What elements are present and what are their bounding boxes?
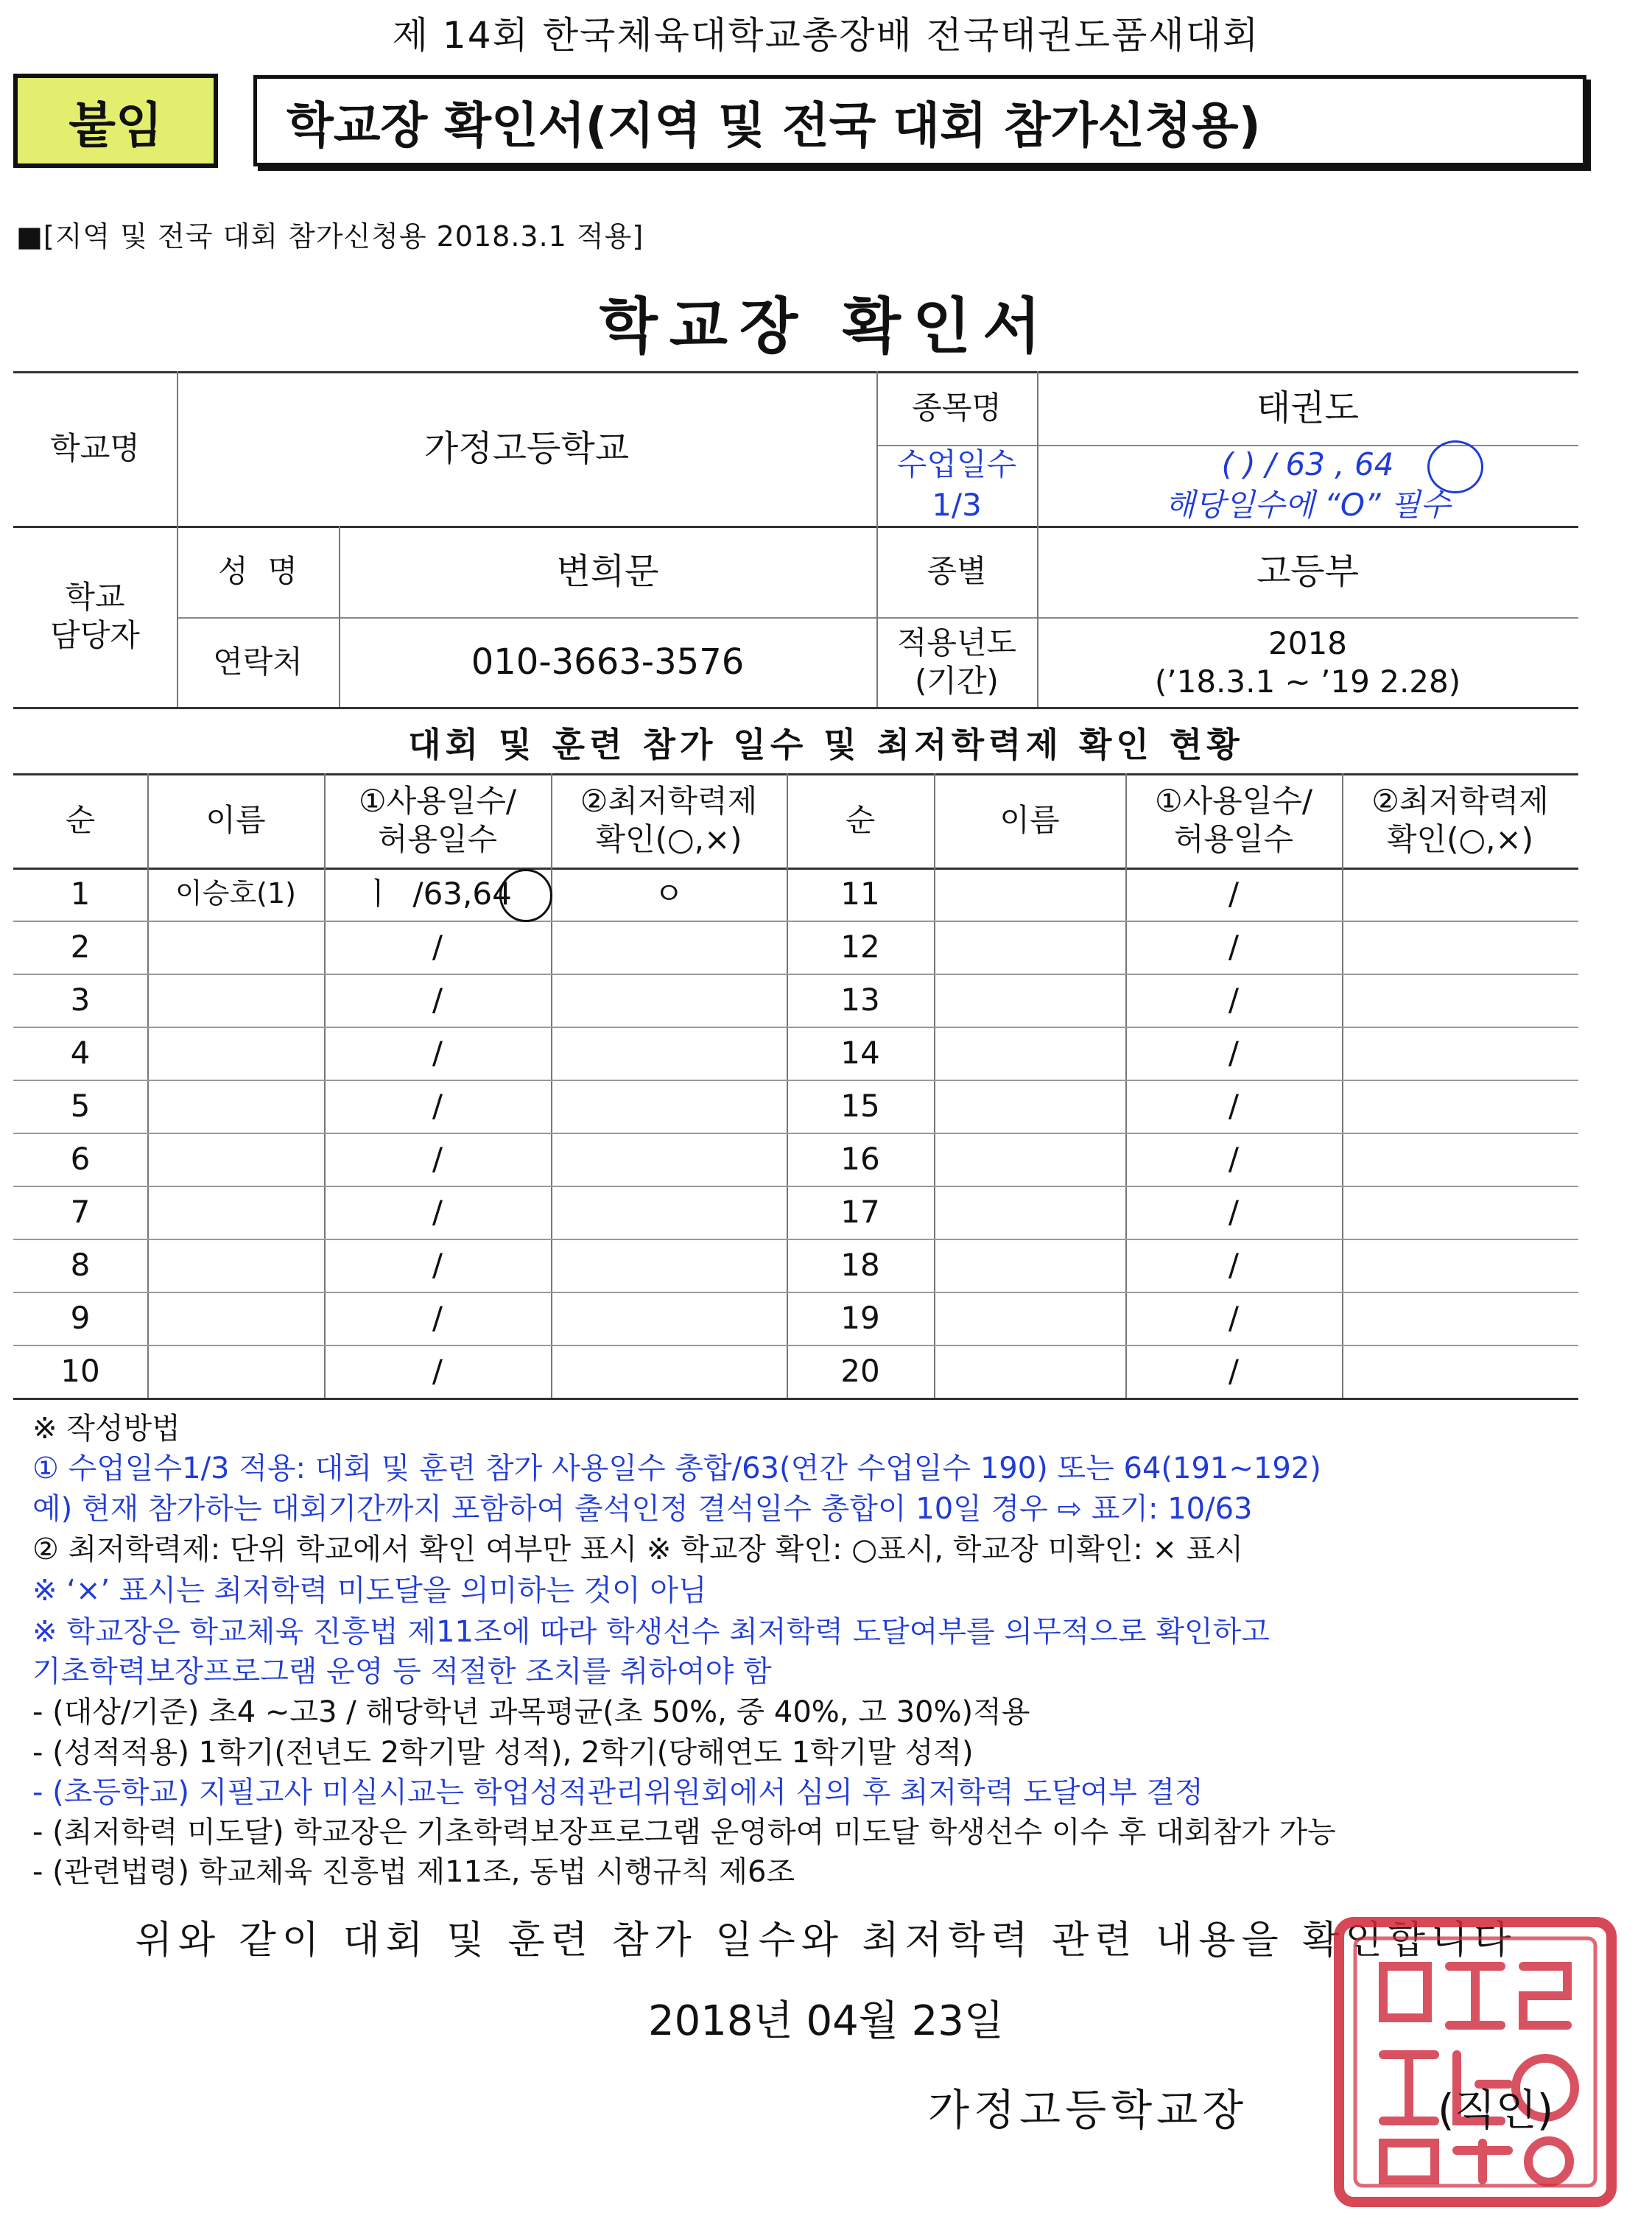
used-days: / xyxy=(432,1087,443,1124)
row-number: 4 xyxy=(70,1034,91,1071)
header-days: ①사용일수/ 허용일수 xyxy=(358,782,517,857)
used-days: / xyxy=(432,1193,443,1230)
instruction-line: - (최저학력 미도달) 학교장은 기초학력보장프로그램 운영하여 미도달 학생선수 이수 후 대회참가 가능 xyxy=(32,1815,1336,1849)
row-number: 16 xyxy=(840,1140,880,1177)
student-name xyxy=(934,1186,1125,1239)
document-heading: 학교장 확인서(지역 및 전국 대회 참가신청용) xyxy=(253,75,1586,166)
name-label: 성 명 xyxy=(218,552,298,589)
used-days: ㅣ /63,64 xyxy=(363,875,512,912)
student-name xyxy=(147,921,324,974)
student-name xyxy=(934,1345,1125,1398)
row-number: 3 xyxy=(70,981,91,1018)
row-number: 15 xyxy=(840,1087,880,1124)
used-days: / xyxy=(432,1299,443,1336)
class-days-label: 수업일수 xyxy=(896,446,1017,483)
class-days-fraction: 1/3 xyxy=(932,487,982,524)
header-check: ②최저학력제 확인(○,×) xyxy=(580,782,758,857)
contact-group-label: 학교 담당자 xyxy=(50,578,140,653)
student-name xyxy=(147,1292,324,1345)
used-days: / xyxy=(432,1140,443,1177)
student-name xyxy=(934,974,1125,1027)
event-value: 태권도 xyxy=(1256,387,1360,429)
name-value: 변희문 xyxy=(556,551,659,592)
student-name xyxy=(934,1239,1125,1292)
division-label: 종별 xyxy=(927,552,987,589)
school-name: 가정고등학교 xyxy=(423,428,630,469)
instruction-line: ※ ‘×’ 표시는 최저학력 미도달을 의미하는 것이 아님 xyxy=(32,1574,707,1608)
header-days-right: ①사용일수/ 허용일수 xyxy=(1154,782,1313,857)
row-number: 2 xyxy=(70,928,91,965)
instruction-line: 예) 현재 참가하는 대회기간까지 포함하여 출석인정 결석일수 총합이 10일 경우 ⇨ 표기: 10/63 xyxy=(32,1492,1253,1526)
official-seal-stamp xyxy=(1332,1915,1619,2209)
academic-check xyxy=(1342,921,1578,974)
academic-check xyxy=(1342,1292,1578,1345)
row-number: 11 xyxy=(840,875,880,912)
instruction-line: ※ 작성방법 xyxy=(32,1412,180,1446)
row-number: 12 xyxy=(840,928,880,965)
student-name xyxy=(147,1133,324,1186)
academic-check xyxy=(1342,1239,1578,1292)
academic-check xyxy=(1342,1133,1578,1186)
academic-check xyxy=(551,1186,787,1239)
selected-days-circle xyxy=(1427,440,1483,493)
division-value: 고등부 xyxy=(1256,551,1360,592)
used-days: / xyxy=(1228,1193,1240,1230)
instruction-line: - (초등학교) 지필고사 미실시교는 학업성적관리위원회에서 심의 후 최저학력 도달여부 결정 xyxy=(32,1776,1203,1809)
year-value: 2018 xyxy=(1268,625,1347,661)
student-name xyxy=(934,1027,1125,1080)
used-days: / xyxy=(432,981,443,1018)
academic-check xyxy=(551,1292,787,1345)
academic-check xyxy=(551,1027,787,1080)
academic-check xyxy=(1342,868,1578,921)
document-title: 학교장 확인서 xyxy=(599,292,1053,362)
instruction-line: 기초학력보장프로그램 운영 등 적절한 조치를 취하여야 함 xyxy=(32,1655,772,1689)
academic-check xyxy=(551,1345,787,1398)
student-name xyxy=(934,1292,1125,1345)
row-number: 1 xyxy=(70,875,91,912)
row-number: 19 xyxy=(840,1299,880,1336)
row-number: 17 xyxy=(840,1193,880,1230)
academic-check xyxy=(1342,1027,1578,1080)
used-days: / xyxy=(1228,1246,1240,1283)
academic-check xyxy=(1342,1186,1578,1239)
academic-check xyxy=(551,974,787,1027)
row-number: 5 xyxy=(70,1087,91,1124)
row-number: 18 xyxy=(840,1246,880,1283)
instruction-line: ① 수업일수1/3 적용: 대회 및 훈련 참가 사용일수 총합/63(연간 수업일수 190) 또는 64(191~192) xyxy=(32,1452,1321,1485)
header-name: 이름 xyxy=(205,801,266,838)
student-name xyxy=(147,1239,324,1292)
instruction-line: - (성적적용) 1학기(전년도 2학기말 성적), 2학기(당해연도 1학기말 성적) xyxy=(32,1736,974,1770)
used-days: / xyxy=(1228,928,1240,965)
academic-check xyxy=(551,1133,787,1186)
application-note: ■[지역 및 전국 대회 참가신청용 2018.3.1 적용] xyxy=(16,220,644,253)
issue-date: 2018년 04월 23일 xyxy=(648,1997,1004,2045)
used-days: / xyxy=(432,1352,443,1389)
row-number: 7 xyxy=(70,1193,91,1230)
student-name xyxy=(147,1186,324,1239)
principal-signature: 가정고등학교장 xyxy=(928,2085,1248,2135)
section-title: 대회 및 훈련 참가 일수 및 최저학력제 확인 현황 xyxy=(408,725,1244,764)
used-days: / xyxy=(1228,1352,1240,1389)
academic-check xyxy=(551,1080,787,1133)
header-no: 순 xyxy=(65,801,96,838)
seal-mark: (직인) xyxy=(1438,2085,1554,2135)
header-check-right: ②최저학력제 확인(○,×) xyxy=(1371,782,1549,857)
academic-check: ㅇ xyxy=(653,875,684,912)
academic-check xyxy=(1342,1345,1578,1398)
phone-value: 010-3663-3576 xyxy=(471,641,745,683)
used-days: / xyxy=(432,1246,443,1283)
instruction-line: - (대상/기준) 초4 ~고3 / 해당학년 과목평균(초 50%, 중 40%, 고 30%)적용 xyxy=(32,1695,1030,1729)
instruction-line: ※ 학교장은 학교체육 진흥법 제11조에 따라 학생선수 최저학력 도달여부를 의무적으로 확인하고 xyxy=(32,1615,1270,1649)
year-period: (’18.3.1 ~ ’19 2.28) xyxy=(1154,663,1461,700)
student-name xyxy=(934,1133,1125,1186)
selected-days-circle xyxy=(499,869,552,922)
divider xyxy=(13,707,1578,709)
used-days: / xyxy=(1228,1140,1240,1177)
row-number: 9 xyxy=(70,1299,91,1336)
student-name xyxy=(934,1080,1125,1133)
row-number: 10 xyxy=(60,1352,100,1389)
header-no-right: 순 xyxy=(845,801,876,838)
used-days: / xyxy=(432,1034,443,1071)
phone-label: 연락처 xyxy=(213,643,303,680)
academic-check xyxy=(551,1239,787,1292)
year-label: 적용년도 (기간) xyxy=(896,624,1017,699)
used-days: / xyxy=(1228,875,1240,912)
row-number: 20 xyxy=(840,1352,880,1389)
school-label: 학교명 xyxy=(50,429,140,466)
student-name: 이승호(1) xyxy=(175,877,296,910)
row-number: 14 xyxy=(840,1034,880,1071)
instruction-line: ② 최저학력제: 단위 학교에서 확인 여부만 표시 ※ 학교장 확인: ○표시, 학교장 미확인: × 표시 xyxy=(32,1533,1244,1566)
attachment-tag: 붙임 xyxy=(13,74,218,168)
used-days: / xyxy=(1228,981,1240,1018)
academic-check xyxy=(1342,974,1578,1027)
confirmation-statement: 위와 같이 대회 및 훈련 참가 일수와 최저학력 관련 내용을 확인합니다 xyxy=(135,1918,1517,1963)
academic-check xyxy=(1342,1080,1578,1133)
student-name xyxy=(934,921,1125,974)
contest-title: 제 14회 한국체육대학교총장배 전국태권도품새대회 xyxy=(392,14,1260,57)
class-days-value: ( ) / 63 , 64 xyxy=(1221,446,1394,483)
used-days: / xyxy=(432,928,443,965)
row-number: 6 xyxy=(70,1140,91,1177)
divider xyxy=(13,1398,1578,1400)
instruction-line: - (관련법령) 학교체육 진흥법 제11조, 동법 시행규칙 제6조 xyxy=(32,1855,795,1889)
header-name-right: 이름 xyxy=(999,801,1060,838)
used-days: / xyxy=(1228,1299,1240,1336)
student-name xyxy=(147,1027,324,1080)
student-name xyxy=(147,1080,324,1133)
used-days: / xyxy=(1228,1087,1240,1124)
student-name xyxy=(147,1345,324,1398)
event-label: 종목명 xyxy=(912,389,1002,426)
used-days: / xyxy=(1228,1034,1240,1071)
class-days-note: 해당일수에 “O” 필수 xyxy=(1164,487,1451,524)
student-name xyxy=(147,974,324,1027)
academic-check xyxy=(551,921,787,974)
row-number: 13 xyxy=(840,981,880,1018)
student-name xyxy=(934,868,1125,921)
row-number: 8 xyxy=(70,1246,91,1283)
